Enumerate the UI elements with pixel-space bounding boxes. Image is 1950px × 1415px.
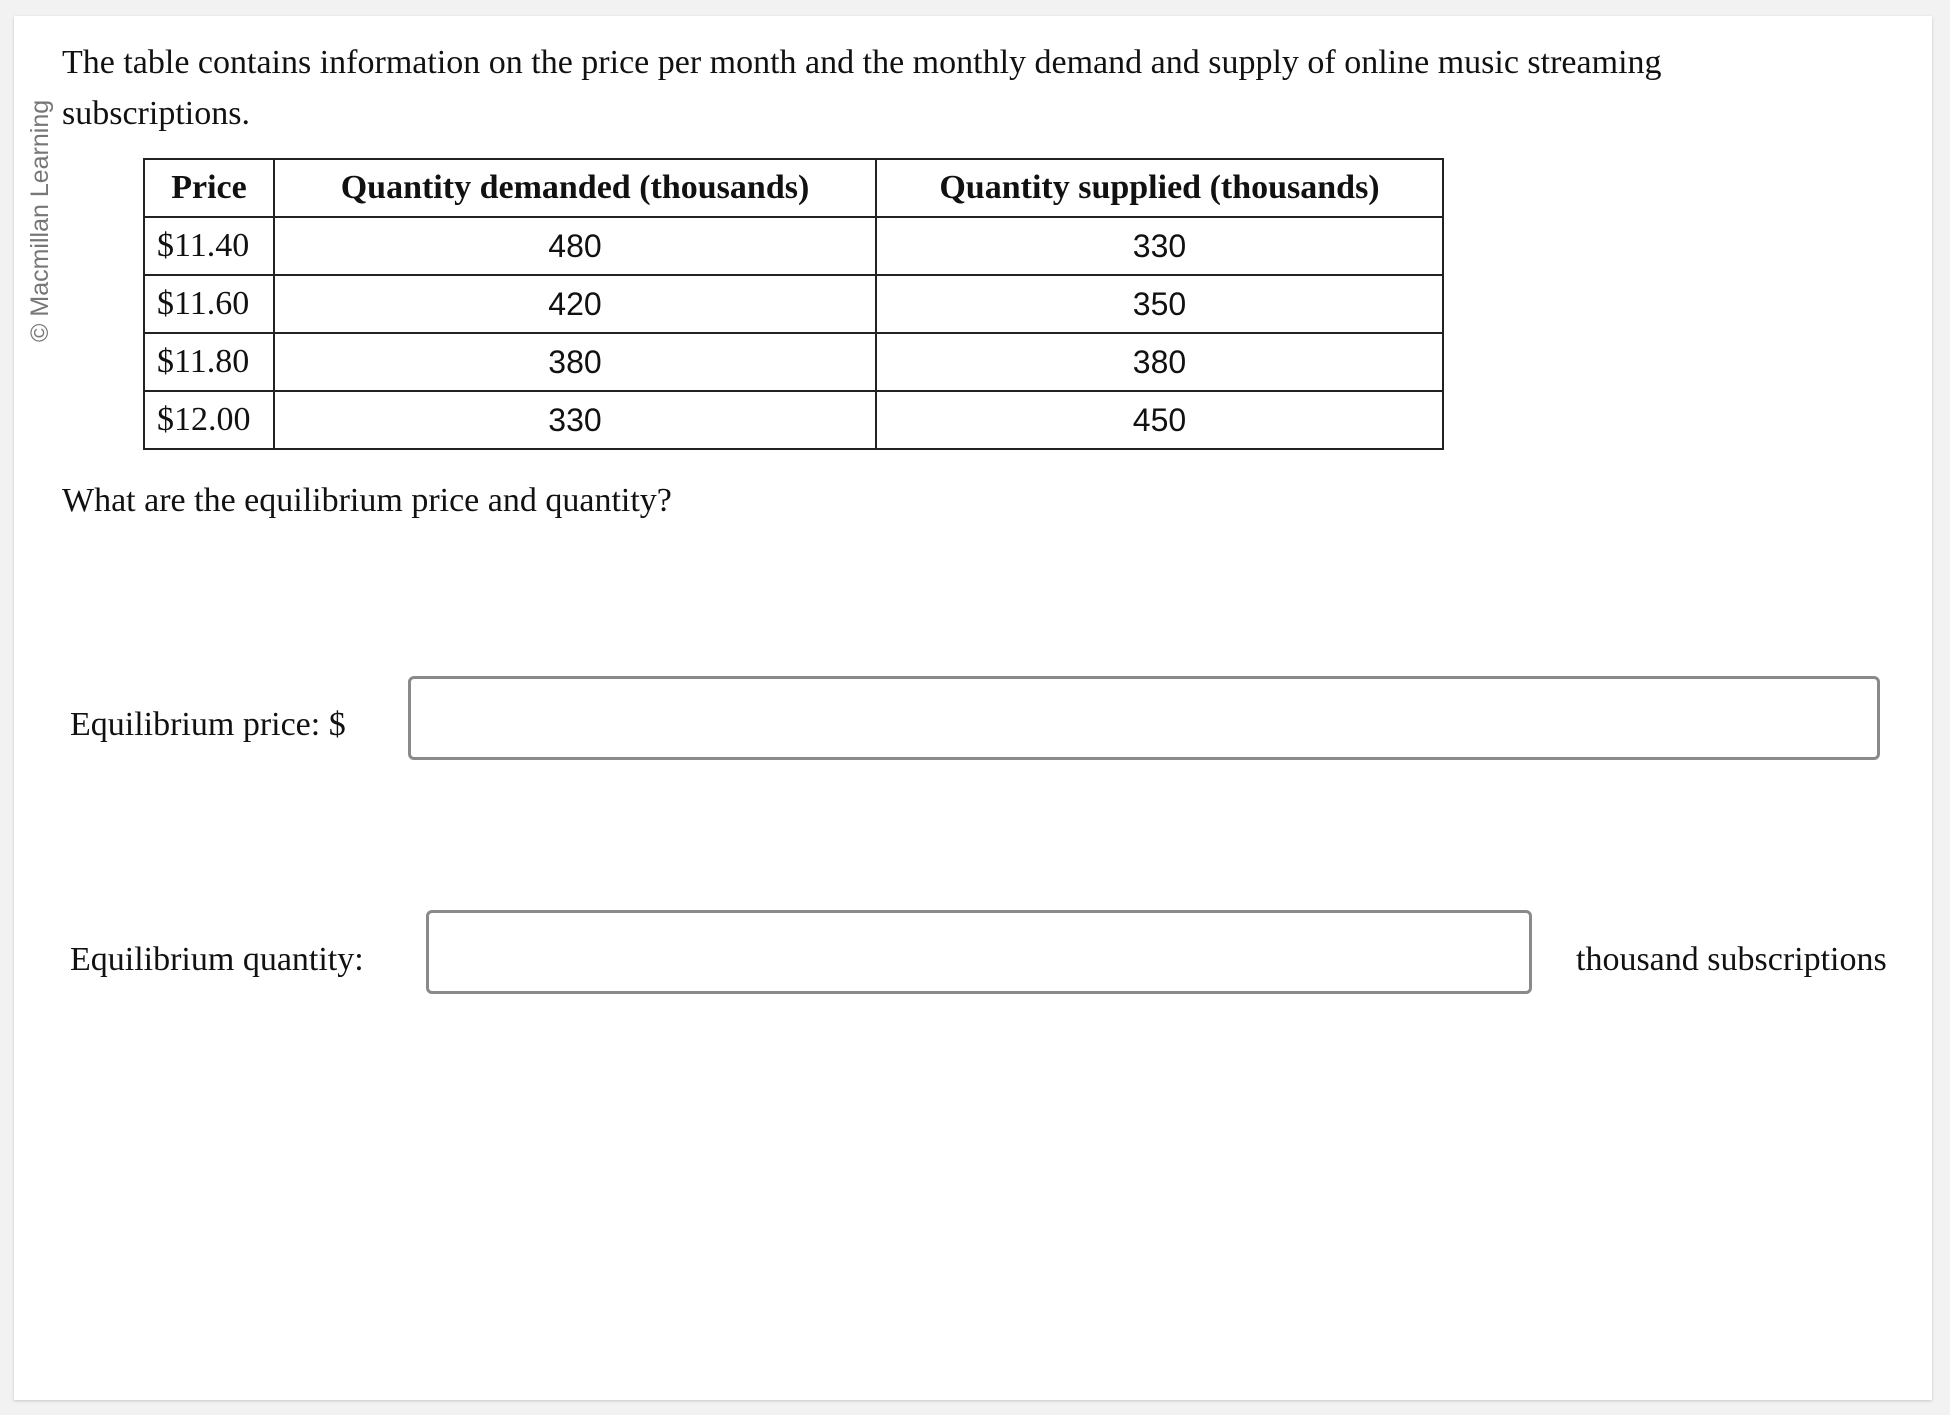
cell-quantity-demanded: 380 [274,333,876,391]
table-row [144,391,1443,449]
cell-quantity-supplied: 330 [876,217,1443,275]
intro-text: The table contains information on the price per month and the monthly demand and supply of online music streaming subscriptions. [62,44,1662,132]
cell-quantity-demanded: 330 [274,391,876,449]
cell-price: $11.80 [144,333,274,391]
cell-quantity-supplied: 350 [876,275,1443,333]
equilibrium-quantity-label: Equilibrium quantity: [70,941,364,978]
equilibrium-price-label: Equilibrium price: $ [70,706,346,743]
table-header-row [144,159,1443,217]
table-row [144,275,1443,333]
supply-demand-table [143,158,1444,450]
cell-price: $11.60 [144,275,274,333]
header-quantity-supplied: Quantity supplied (thousands) [876,159,1443,217]
cell-price: $11.40 [144,217,274,275]
question-text: What are the equilibrium price and quantity? [62,482,672,519]
header-price: Price [144,159,274,217]
quantity-unit-label: thousand subscriptions [1576,941,1887,978]
header-quantity-demanded: Quantity demanded (thousands) [274,159,876,217]
table-row [144,333,1443,391]
table-row [144,217,1443,275]
cell-quantity-demanded: 480 [274,217,876,275]
equilibrium-price-input[interactable] [408,676,1880,760]
cell-price: $12.00 [144,391,274,449]
equilibrium-quantity-input[interactable] [426,910,1532,994]
cell-quantity-supplied: 450 [876,391,1443,449]
copyright-notice: © Macmillan Learning [26,99,54,342]
cell-quantity-demanded: 420 [274,275,876,333]
cell-quantity-supplied: 380 [876,333,1443,391]
